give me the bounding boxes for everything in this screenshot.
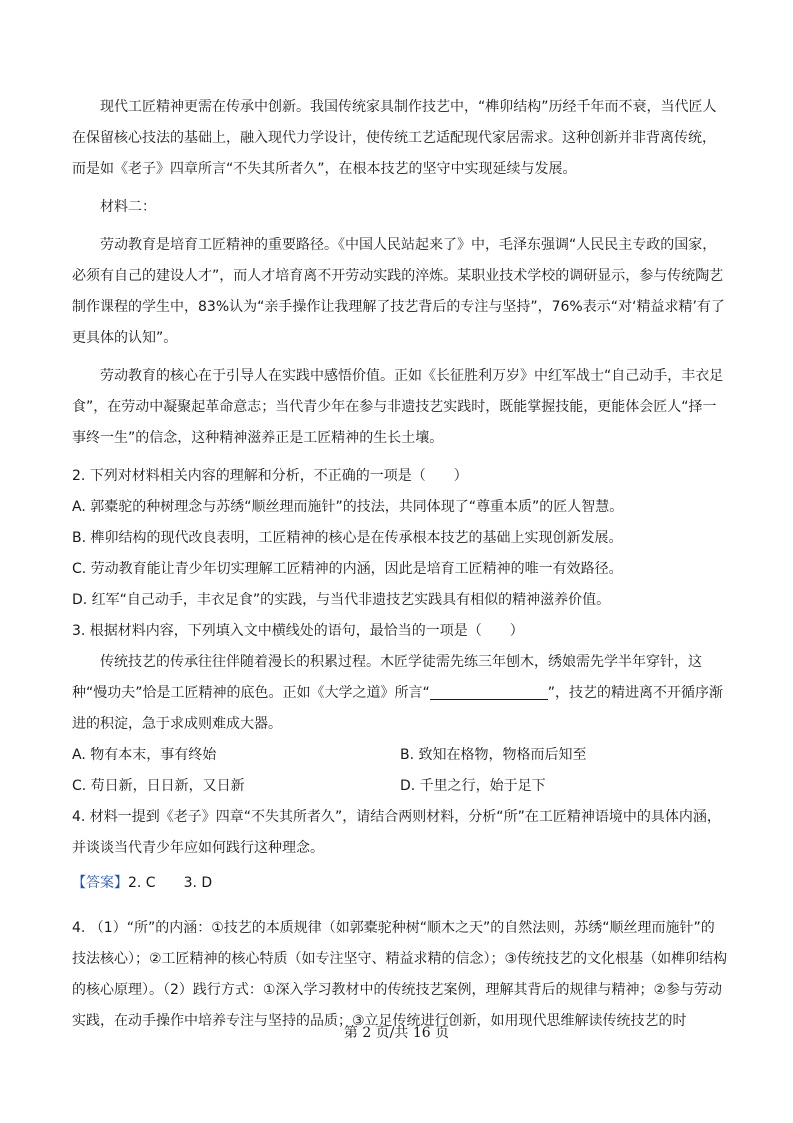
question-3-passage-before: 传统技艺的传承往往伴随着漫长的积累过程。木匠学徒需先练三年刨木，绣娘需先学半年穿针，这种“慢功夫”恰是工匠精神的底色。正如《大学之道》所言“ [72,654,702,701]
question-4-stem: 4. 材料一提到《老子》四章“不失其所者久”，请结合两则材料，分析“所”在工匠精神语境中的具体内涵，并谈谈当代青少年应如何践行这种理念。 [72,809,721,856]
question-3 [72,616,728,802]
material1-paragraph: 现代工匠精神更需在传承中创新。我国传统家具制作技艺中，“榫卯结构”历经千年而不衰，当代匠人在保留核心技法的基础上，融入现代力学设计，使传统工艺适配现代家居需求。这种创新并非背离传统，而是如《老子》四章所言“不失其所者久”，在根本技艺的坚守中实现延续与发展。 [72,99,717,177]
answer-tag: 【答案】 [72,875,128,891]
question-3-stem: 3. 根据材料内容，下列填入文中横线处的语句，最恰当的一项是（ ） [72,623,524,639]
question-3-option-row-2 [72,771,728,802]
question-4 [72,802,728,864]
question-3-option-c: C. 苟日新，日日新，又日新 [72,778,245,794]
fill-in-blank [430,683,548,700]
question-2 [72,461,728,616]
question-3-option-d: D. 千里之行，始于足下 [400,778,546,794]
question-3-option-row-1 [72,740,728,771]
question-3-option-b: B. 致知在格物，物格而后知至 [400,747,587,763]
answer-text: 2. C 3. D [128,875,213,891]
question-2-option-d: D. 红军“自己动手，丰衣足食”的实践，与当代非遗技艺实践具有相似的精神滋养价值。 [72,592,611,608]
document-content [72,92,728,1037]
answer-4-body: 4. （1）“所”的内涵：①技艺的本质规律（如郭橐驼种树“顺木之天”的自然法则，苏绣“顺丝理而施针”的技法核心）；②工匠精神的核心特质（如专注坚守、精益求精的信念）；③传统技艺的文化根基（如榫卯结构的核心原理）。（2）践行方式：①深入学习教材中的传统技艺案例，理解其背后的规律与精神；②参与劳动实践，在动手操作中培养专注与坚持的品质；③立足传统进行创新，如用现代思维解读传统技艺的时 [72,920,728,1029]
material2-label: 材料二： [100,199,156,215]
question-2-option-c: C. 劳动教育能让青少年切实理解工匠精神的内涵，因此是培育工匠精神的唯一有效路径。 [72,561,623,577]
question-2-stem: 2. 下列对材料相关内容的理解和分析，不正确的一项是（ ） [72,468,468,484]
question-3-passage [72,647,728,740]
question-3-option-a: A. 物有本末，事有终始 [72,747,217,763]
question-3-passage-after: ”，技艺的精进离不开循序渐进的积淀，急于求成则难成大器。 [72,685,724,732]
question-2-option-a: A. 郭橐驼的种树理念与苏绣“顺丝理而施针”的技法，共同体现了“尊重本质”的匠人智慧。 [72,499,624,515]
material2-paragraph-2: 劳动教育的核心在于引导人在实践中感悟价值。正如《长征胜利万岁》中红军战士“自己动手，丰衣足食”，在劳动中凝聚起革命意志；当代青少年在参与非遗技艺实践时，既能掌握技能，更能体会匠人“择一事终一生”的信念，这种精神滋养正是工匠精神的生长土壤。 [72,368,724,446]
question-2-option-b: B. 榫卯结构的现代改良表明，工匠精神的核心是在传承根本技艺的基础上实现创新发展。 [72,530,623,546]
page-footer: 第 2 页/共 16 页 [343,1025,450,1041]
answer-line [72,868,728,899]
material2-paragraph-1: 劳动教育是培育工匠精神的重要路径。《中国人民站起来了》中，毛泽东强调“人民民主专政的国家，必须有自己的建设人才”，而人才培育离不开劳动实践的淬炼。某职业技术学校的调研显示，参与传统陶艺制作课程的学生中，83%认为“亲手操作让我理解了技艺背后的专注与坚持”，76%表示“对‘精益求精’有了更具体的认知”。 [72,237,725,346]
